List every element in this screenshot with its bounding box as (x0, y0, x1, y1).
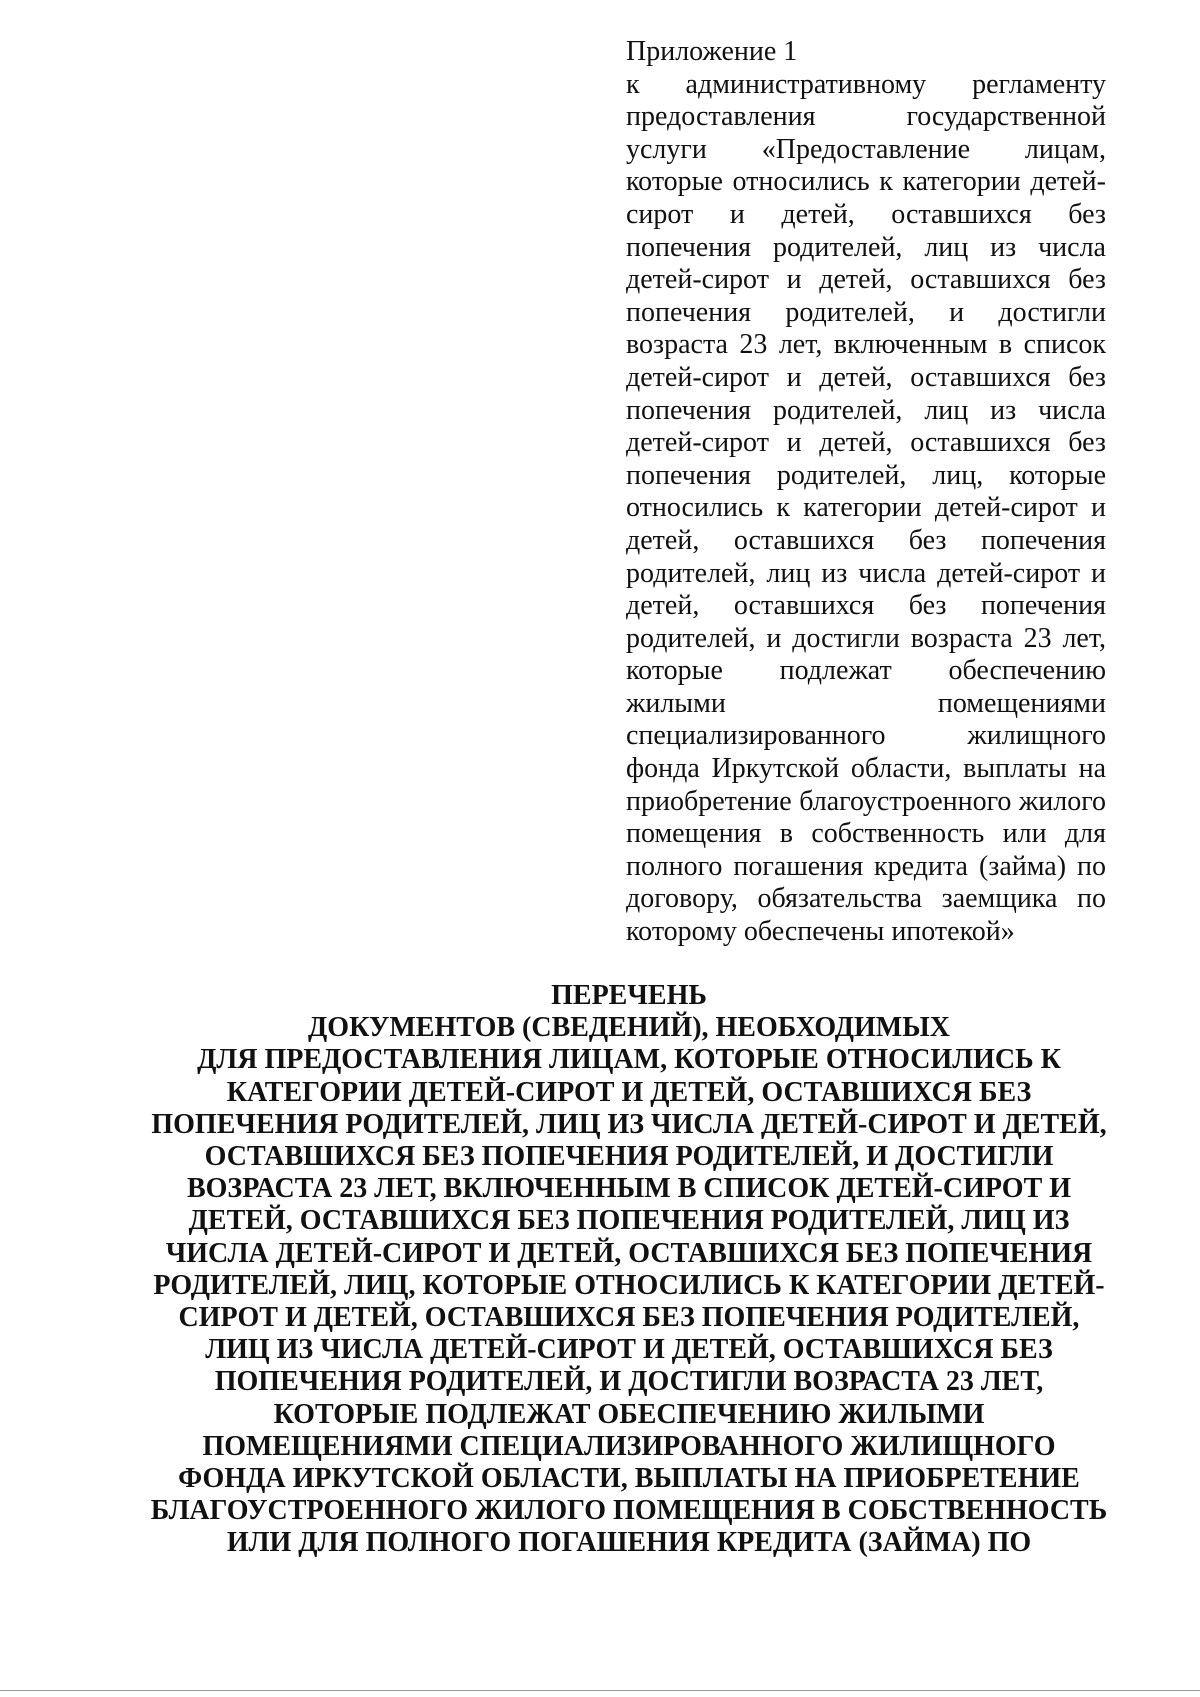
document-heading (138, 980, 1120, 1560)
heading-line: ИЛИ ДЛЯ ПОЛНОГО ПОГАШЕНИЯ КРЕДИТА (ЗАЙМА) ПО (226, 1527, 1032, 1559)
heading-title: ПЕРЕЧЕНЬ (551, 980, 707, 1011)
heading-line: КАТЕГОРИИ ДЕТЕЙ-СИРОТ И ДЕТЕЙ, ОСТАВШИХСЯ БЕЗ (226, 1076, 1032, 1108)
heading-line: ЛИЦ ИЗ ЧИСЛА ДЕТЕЙ-СИРОТ И ДЕТЕЙ, ОСТАВШИХСЯ БЕЗ (205, 1334, 1053, 1366)
heading-line: ПОМЕЩЕНИЯМИ СПЕЦИАЛИЗИРОВАННОГО ЖИЛИЩНОГО (202, 1430, 1056, 1462)
heading-line: БЛАГОУСТРОЕННОГО ЖИЛОГО ПОМЕЩЕНИЯ В СОБСТВЕННОСТЬ (150, 1495, 1108, 1527)
heading-line: ВОЗРАСТА 23 ЛЕТ, ВКЛЮЧЕННЫМ В СПИСОК ДЕТЕЙ-СИРОТ И (186, 1173, 1072, 1205)
appendix-text: к административному регламенту предоставления государственной услуги «Предоставление лицам, которые относились к категории детей-сирот и детей, оставшихся без попечения родителей, лиц из числа детей-сирот и детей, оставшихся без попечения родителей, и достигли возраста 23 лет, включенным в список детей-сирот и детей, оставшихся без попечения родителей, лиц из числа детей-сирот и детей, оставшихся без попечения родителей, лиц, которые относились к категории детей-сирот и детей, оставшихся без попечения родителей, лиц из числа детей-сирот и детей, оставшихся без попечения родителей, и достигли возраста 23 лет, которые подлежат обеспечению жилыми помещениями специализированного жилищного фонда Иркутской области, выплаты на приобретение благоустроенного жилого помещения в собственность или для полного погашения кредита (займа) по договору, обязательства заемщика по которому обеспечены ипотекой» (626, 68, 1106, 948)
heading-line: ПОПЕЧЕНИЯ РОДИТЕЛЕЙ, И ДОСТИГЛИ ВОЗРАСТА 23 ЛЕТ, (214, 1366, 1044, 1398)
heading-line: ЧИСЛА ДЕТЕЙ-СИРОТ И ДЕТЕЙ, ОСТАВШИХСЯ БЕЗ ПОПЕЧЕНИЯ (165, 1237, 1093, 1269)
appendix-title: Приложение 1 (626, 36, 798, 67)
heading-line: ДЛЯ ПРЕДОСТАВЛЕНИЯ ЛИЦАМ, КОТОРЫЕ ОТНОСИЛИСЬ К (197, 1044, 1061, 1076)
heading-line: КОТОРЫЕ ПОДЛЕЖАТ ОБЕСПЕЧЕНИЮ ЖИЛЫМИ (273, 1398, 985, 1430)
heading-line: ОСТАВШИХСЯ БЕЗ ПОПЕЧЕНИЯ РОДИТЕЛЕЙ, И ДОСТИГЛИ (204, 1141, 1054, 1173)
heading-line: ДОКУМЕНТОВ (СВЕДЕНИЙ), НЕОБХОДИМЫХ (308, 1012, 950, 1044)
heading-line: РОДИТЕЛЕЙ, ЛИЦ, КОТОРЫЕ ОТНОСИЛИСЬ К КАТЕГОРИИ ДЕТЕЙ- (153, 1269, 1105, 1301)
heading-line: ПОПЕЧЕНИЯ РОДИТЕЛЕЙ, ЛИЦ ИЗ ЧИСЛА ДЕТЕЙ-СИРОТ И ДЕТЕЙ, (151, 1108, 1107, 1140)
heading-line: ДЕТЕЙ, ОСТАВШИХСЯ БЕЗ ПОПЕЧЕНИЯ РОДИТЕЛЕЙ, ЛИЦ ИЗ (188, 1205, 1070, 1237)
page-bottom-edge (0, 1690, 1200, 1691)
appendix-block (626, 36, 1106, 949)
heading-line: ФОНДА ИРКУТСКОЙ ОБЛАСТИ, ВЫПЛАТЫ НА ПРИОБРЕТЕНИЕ (178, 1463, 1080, 1495)
heading-line: СИРОТ И ДЕТЕЙ, ОСТАВШИХСЯ БЕЗ ПОПЕЧЕНИЯ РОДИТЕЛЕЙ, (178, 1302, 1080, 1334)
